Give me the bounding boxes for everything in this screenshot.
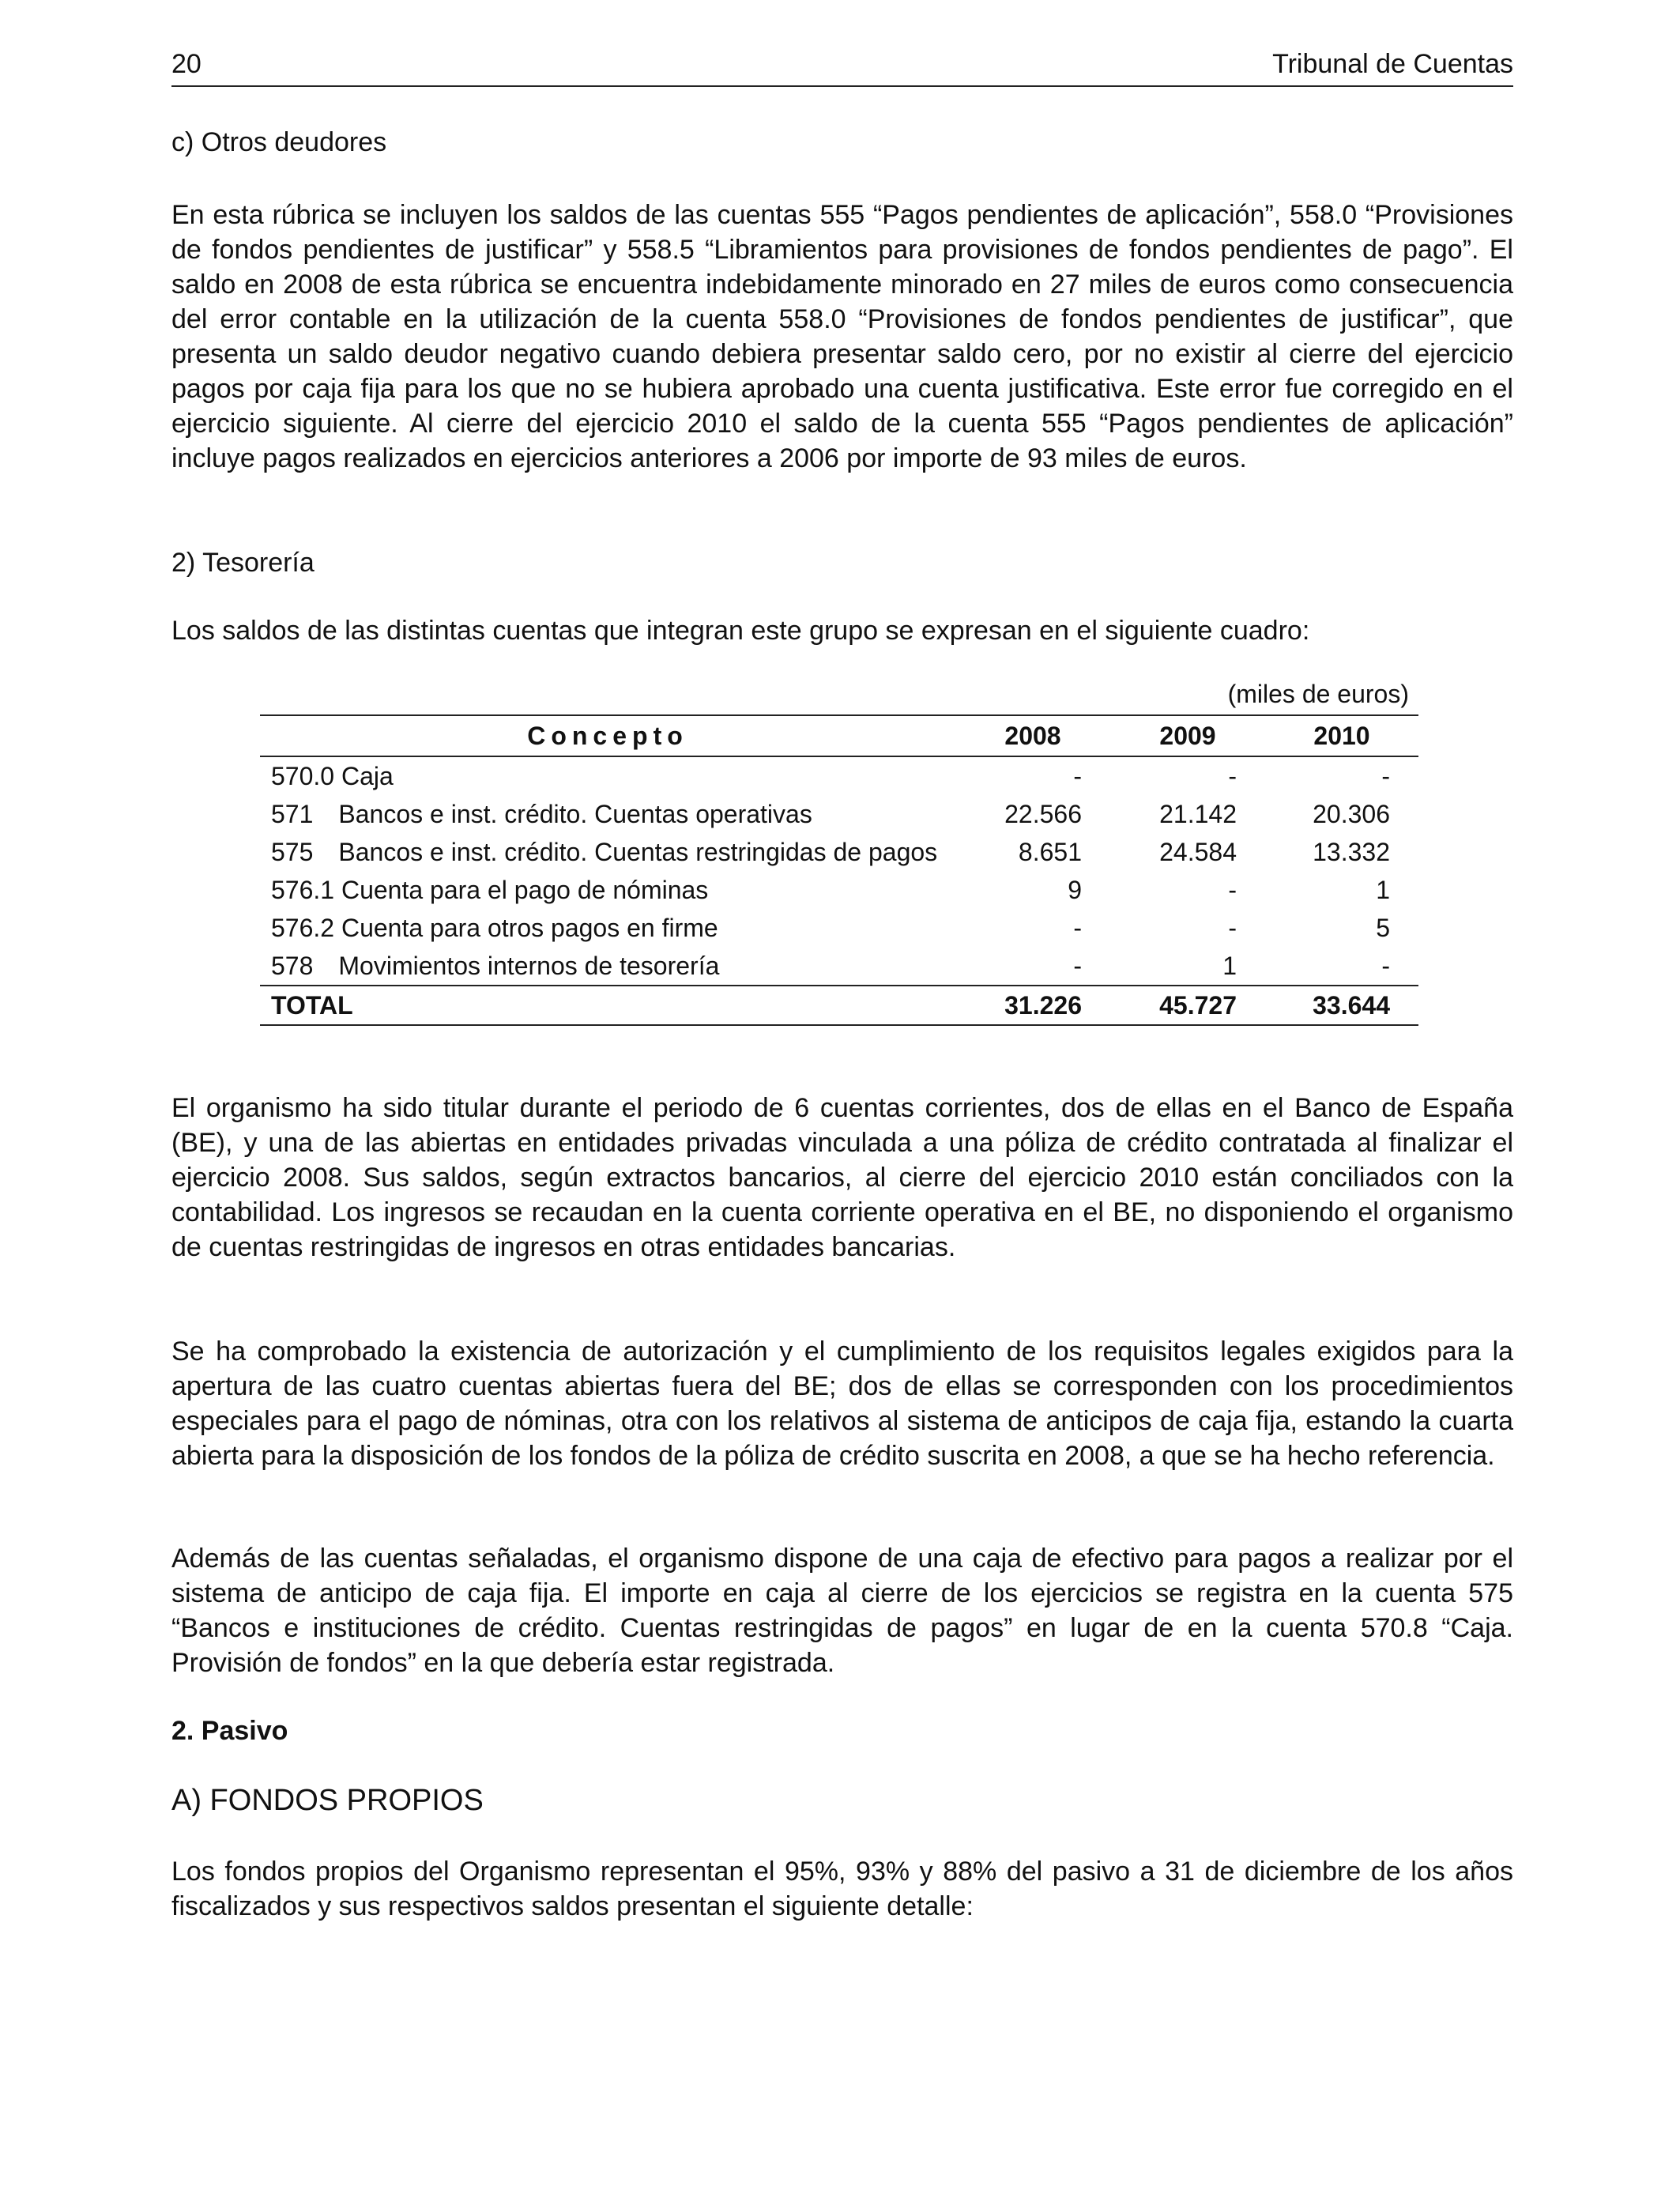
paragraph-cuentas-corrientes: El organismo ha sido titular durante el periodo de 6 cuentas corrientes, dos de ellas en el Banco de España (BE), y una de las abiertas en entidades privadas vinculada a una póliza de crédito contratada al finalizar el ejercicio 2008. Sus saldos, según extractos bancarios, al cierre del ejercicio 2010 están conciliados con la contabilidad. Los ingresos se recaudan en la cuenta corriente operativa en el BE, no disponiendo el organismo de cuentas restringidas de ingresos en otras entidades bancarias. bbox=[171, 1093, 1513, 1262]
row-value-2008: 22.566 bbox=[1004, 799, 1082, 828]
column-header-2009: 2009 bbox=[1110, 715, 1265, 756]
total-value-2010: 33.644 bbox=[1265, 986, 1418, 1025]
row-value-2009: 1 bbox=[1222, 951, 1237, 980]
row-value-2009: 24.584 bbox=[1159, 837, 1237, 866]
row-value-2010: 5 bbox=[1376, 913, 1390, 942]
table-total-row bbox=[260, 986, 1418, 1025]
row-value-2009: 21.142 bbox=[1159, 799, 1237, 828]
heading-otros-deudores: c) Otros deudores bbox=[171, 127, 387, 157]
row-concept: 575 Bancos e inst. crédito. Cuentas restringidas de pagos bbox=[271, 837, 938, 866]
page-header bbox=[171, 49, 1513, 87]
column-header-2008: 2008 bbox=[955, 715, 1110, 756]
row-value-2008: - bbox=[1073, 761, 1082, 790]
table-row bbox=[260, 833, 1418, 871]
row-value-2009: - bbox=[1228, 875, 1237, 904]
tesoreria-table bbox=[260, 714, 1418, 1026]
row-concept: 576.2 Cuenta para otros pagos en firme bbox=[271, 913, 718, 942]
row-value-2009: - bbox=[1228, 761, 1237, 790]
heading-fondos-propios: A) FONDOS PROPIOS bbox=[171, 1784, 484, 1817]
paragraph-caja-efectivo: Además de las cuentas señaladas, el organismo dispone de una caja de efectivo para pagos a realizar por el sistema de anticipo de caja fija. El importe en caja al cierre de los ejercicios se registra en la cuenta 575 “Bancos e instituciones de crédito. Cuentas restringidas de pagos” en lugar de en la cuenta 570.8 “Caja. Provisión de fondos” en la que debería estar registrada. bbox=[171, 1544, 1513, 1678]
total-value-2008: 31.226 bbox=[955, 986, 1110, 1025]
row-concept: 578 Movimientos internos de tesorería bbox=[271, 951, 720, 980]
total-label: TOTAL bbox=[260, 986, 955, 1025]
paragraph-fondos-propios: Los fondos propios del Organismo representan el 95%, 93% y 88% del pasivo a 31 de diciembre de los años fiscalizados y sus respectivos saldos presentan el siguiente detalle: bbox=[171, 1857, 1513, 1921]
row-concept: 576.1 Cuenta para el pago de nóminas bbox=[271, 875, 709, 904]
row-value-2008: - bbox=[1073, 913, 1082, 942]
row-value-2008: 9 bbox=[1068, 875, 1082, 904]
page-number: 20 bbox=[171, 49, 202, 79]
heading-pasivo: 2. Pasivo bbox=[171, 1716, 288, 1746]
row-value-2010: - bbox=[1381, 951, 1390, 980]
column-header-2010: 2010 bbox=[1265, 715, 1418, 756]
column-header-concepto: Concepto bbox=[260, 715, 955, 756]
heading-tesoreria: 2) Tesorería bbox=[171, 548, 315, 578]
table-row bbox=[260, 947, 1418, 986]
table-row bbox=[260, 756, 1418, 795]
row-value-2010: 1 bbox=[1376, 875, 1390, 904]
total-value-2009: 45.727 bbox=[1110, 986, 1265, 1025]
paragraph-otros-deudores: En esta rúbrica se incluyen los saldos de las cuentas 555 “Pagos pendientes de aplicación”, 558.0 “Provisiones de fondos pendientes de justificar” y 558.5 “Libramientos para provisiones de fondos pendientes de pago”. El saldo en 2008 de esta rúbrica se encuentra indebidamente minorado en 27 miles de euros como consecuencia del error contable en la utilización de la cuenta 558.0 “Provisiones de fondos pendientes de justificar”, que presenta un saldo deudor negativo cuando debiera presentar saldo cero, por no existir al cierre del ejercicio pagos por caja fija para los que no se hubiera aprobado una cuenta justificativa. Este error fue corregido en el ejercicio siguiente. Al cierre del ejercicio 2010 el saldo de la cuenta 555 “Pagos pendientes de aplicación” incluye pagos realizados en ejercicios anteriores a 2006 por importe de 93 miles de euros. bbox=[171, 200, 1513, 473]
header-organization: Tribunal de Cuentas bbox=[1272, 49, 1513, 79]
row-value-2010: - bbox=[1381, 761, 1390, 790]
paragraph-tesoreria-intro: Los saldos de las distintas cuentas que integran este grupo se expresan en el siguiente cuadro: bbox=[171, 616, 1310, 646]
table-row bbox=[260, 909, 1418, 947]
row-value-2008: - bbox=[1073, 951, 1082, 980]
row-value-2010: 20.306 bbox=[1313, 799, 1390, 828]
table-row bbox=[260, 795, 1418, 833]
table-header-row bbox=[260, 715, 1418, 756]
row-concept: 571 Bancos e inst. crédito. Cuentas operativas bbox=[271, 799, 812, 828]
row-concept: 570.0 Caja bbox=[271, 761, 394, 790]
table-units: (miles de euros) bbox=[1227, 680, 1409, 708]
row-value-2009: - bbox=[1228, 913, 1237, 942]
row-value-2010: 13.332 bbox=[1313, 837, 1390, 866]
row-value-2008: 8.651 bbox=[1018, 837, 1082, 866]
table-row bbox=[260, 871, 1418, 909]
paragraph-autorizacion: Se ha comprobado la existencia de autorización y el cumplimiento de los requisitos legales exigidos para la apertura de las cuatro cuentas abiertas fuera del BE; dos de ellas se corresponden con los procedimientos especiales para el pago de nóminas, otra con los relativos al sistema de anticipos de caja fija, estando la cuarta abierta para la disposición de los fondos de la póliza de crédito suscrita en 2008, a que se ha hecho referencia. bbox=[171, 1336, 1513, 1471]
